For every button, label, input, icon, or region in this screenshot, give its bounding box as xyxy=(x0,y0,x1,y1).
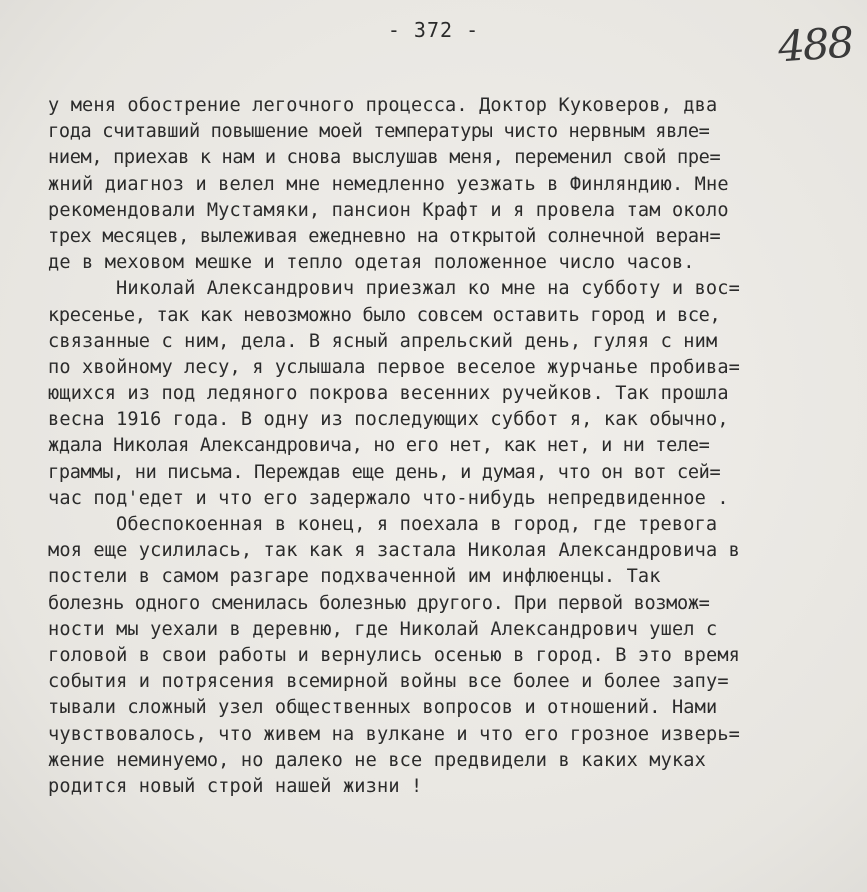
text-line: года считавший повышение моей температуры чисто нервным явле= xyxy=(48,121,710,143)
text-line: болезнь одного сменилась болезнью другого. При первой возмож= xyxy=(48,592,710,614)
text-line: головой в свои работы и вернулись осенью в город. В это время xyxy=(48,644,741,666)
text-line: весна 1916 года. В одну из последующих суббот я, как обычно, xyxy=(48,409,729,431)
text-line: трех месяцев, вылеживая ежедневно на открытой солнечной веран= xyxy=(48,225,721,247)
text-line: час под'едет и что его задержало что-нибудь непредвиденное . xyxy=(48,487,729,509)
text-line: нием, приехав к нам и снова выслушав меня, переменил свой пре= xyxy=(48,147,721,169)
text-line: жение неминуемо, но далеко не все предвидели в каких муках xyxy=(48,749,706,771)
body-text xyxy=(48,93,863,800)
text-line: ности мы уехали в деревню, где Николай Александрович ушел с xyxy=(48,618,718,640)
text-line: постели в самом разгаре подхваченной им инфлюенцы. Так xyxy=(48,566,661,588)
text-line: родится новый строй нашей жизни ! xyxy=(48,775,423,797)
text-line: кресенье, так как невозможно было совсем оставить город и все, xyxy=(48,304,721,326)
text-line: Обеспокоенная в конец, я поехала в город, где тревога xyxy=(116,514,718,535)
handwritten-archive-number: 488 xyxy=(776,17,854,72)
text-line: Николай Александрович приезжал ко мне на субботу и вос= xyxy=(116,278,740,300)
text-line: моя еще усилилась, так как я застала Николая Александровича в xyxy=(48,540,741,562)
page-number: - 372 - xyxy=(387,18,480,42)
text-line: де в меховом мешке и тепло одетая положенное число часов. xyxy=(48,252,695,274)
text-line: ждала Николая Александровича, но его нет, как нет, и ни теле= xyxy=(48,435,710,457)
text-line: связанные с ним, дела. В ясный апрельский день, гуляя с ним xyxy=(48,330,718,352)
text-line: чувствовалось, что живем на вулкане и что его грозное изверь= xyxy=(48,723,741,745)
text-line: по хвойному лесу, я услышала первое веселое журчанье пробива= xyxy=(48,356,741,378)
text-line: жний диагноз и велел мне немедленно уезжать в Финляндию. Мне xyxy=(48,173,729,195)
text-line: тывали сложный узел общественных вопросов и отношений. Нами xyxy=(48,697,718,719)
text-line: у меня обострение легочного процесса. Доктор Куковеров, два xyxy=(48,95,718,116)
text-line: события и потрясения всемирной войны все более и более запу= xyxy=(48,671,729,693)
text-line: граммы, ни письма. Переждав еще день, и думая, что он вот сей= xyxy=(48,461,721,483)
text-line: ющихся из под ледяного покрова весенних ручейков. Так прошла xyxy=(48,383,729,405)
text-line: рекомендовали Мустамяки, пансион Крафт и я провела там около xyxy=(48,199,729,221)
